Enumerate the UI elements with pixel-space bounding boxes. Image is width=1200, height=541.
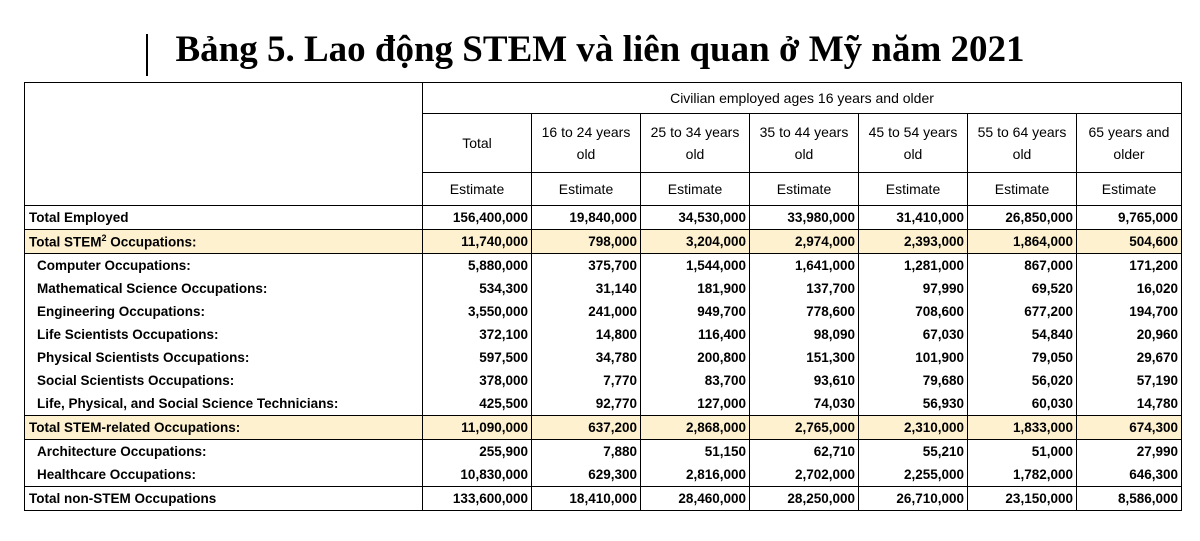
- table-cell: 7,770: [532, 369, 641, 392]
- table-cell: 54,840: [968, 323, 1077, 346]
- table-cell: 1,641,000: [750, 254, 859, 278]
- row-label-text: Total STEM-related Occupations:: [29, 420, 241, 435]
- table-cell: 16,020: [1077, 277, 1182, 300]
- row-label: [25, 440, 423, 464]
- table-cell: 1,281,000: [859, 254, 968, 278]
- column-header-line2: old: [903, 146, 923, 162]
- table-cell: 194,700: [1077, 300, 1182, 323]
- table-cell: 1,782,000: [968, 463, 1077, 487]
- table-cell: 1,864,000: [968, 230, 1077, 254]
- table-cell: 98,090: [750, 323, 859, 346]
- table-cell: 156,400,000: [423, 206, 532, 230]
- row-label: [25, 277, 423, 300]
- table-row: [25, 277, 1182, 300]
- column-group-header: Civilian employed ages 16 years and older: [423, 83, 1182, 114]
- estimate-header: Estimate: [1077, 173, 1182, 206]
- table-cell: 14,800: [532, 323, 641, 346]
- row-label: [25, 323, 423, 346]
- table-cell: 11,740,000: [423, 230, 532, 254]
- table-cell: 19,840,000: [532, 206, 641, 230]
- table-cell: 62,710: [750, 440, 859, 464]
- table-cell: 116,400: [641, 323, 750, 346]
- table-cell: 28,250,000: [750, 487, 859, 511]
- table-cell: 181,900: [641, 277, 750, 300]
- estimate-header: Estimate: [423, 173, 532, 206]
- table-cell: 534,300: [423, 277, 532, 300]
- table-cell: 14,780: [1077, 392, 1182, 416]
- column-header-line2: old: [576, 146, 596, 162]
- row-label-text: Mathematical Science Occupations:: [37, 281, 268, 296]
- column-header-line1: 25 to 34 years: [650, 124, 740, 140]
- table-cell: 11,090,000: [423, 416, 532, 440]
- table-cell: 425,500: [423, 392, 532, 416]
- table-cell: 708,600: [859, 300, 968, 323]
- table-row: [25, 416, 1182, 440]
- row-label-text: Computer Occupations:: [37, 258, 191, 273]
- column-header-line1: 65 years and: [1088, 124, 1170, 140]
- table-row: [25, 346, 1182, 369]
- column-header: [968, 114, 1077, 173]
- row-label-text: Total Employed: [29, 210, 129, 225]
- table-cell: 51,150: [641, 440, 750, 464]
- column-header-line2: older: [1113, 146, 1145, 162]
- row-label-text: Life, Physical, and Social Science Technicians:: [37, 396, 339, 411]
- table-cell: 10,830,000: [423, 463, 532, 487]
- table-cell: 20,960: [1077, 323, 1182, 346]
- column-header-line2: old: [685, 146, 705, 162]
- row-label: [25, 230, 423, 254]
- row-label: [25, 392, 423, 416]
- row-label-text: Engineering Occupations:: [37, 304, 206, 319]
- table-cell: 26,850,000: [968, 206, 1077, 230]
- table-cell: 34,780: [532, 346, 641, 369]
- table-row: [25, 487, 1182, 511]
- column-header-line1: 45 to 54 years: [868, 124, 958, 140]
- table-cell: 7,880: [532, 440, 641, 464]
- table-cell: 92,770: [532, 392, 641, 416]
- table-cell: 56,930: [859, 392, 968, 416]
- table-cell: 778,600: [750, 300, 859, 323]
- table-cell: 67,030: [859, 323, 968, 346]
- table-cell: 378,000: [423, 369, 532, 392]
- table-cell: 3,204,000: [641, 230, 750, 254]
- table-cell: 375,700: [532, 254, 641, 278]
- table-row: [25, 206, 1182, 230]
- table-cell: 677,200: [968, 300, 1077, 323]
- table-cell: 23,150,000: [968, 487, 1077, 511]
- table-cell: 28,460,000: [641, 487, 750, 511]
- row-label-text: Physical Scientists Occupations:: [37, 350, 250, 365]
- table-cell: 97,990: [859, 277, 968, 300]
- column-header-line1: 55 to 64 years: [977, 124, 1067, 140]
- table-row: [25, 369, 1182, 392]
- column-header: [423, 114, 532, 173]
- table-cell: 674,300: [1077, 416, 1182, 440]
- column-header: [641, 114, 750, 173]
- table-cell: 101,900: [859, 346, 968, 369]
- column-header-line1: Total: [462, 135, 492, 151]
- table-cell: 504,600: [1077, 230, 1182, 254]
- row-label-text: Life Scientists Occupations:: [37, 327, 219, 342]
- table-cell: 171,200: [1077, 254, 1182, 278]
- table-cell: 151,300: [750, 346, 859, 369]
- column-header: [750, 114, 859, 173]
- row-label: [25, 416, 423, 440]
- column-header-line1: 16 to 24 years: [541, 124, 631, 140]
- table-cell: 56,020: [968, 369, 1077, 392]
- table-row: [25, 300, 1182, 323]
- estimate-header: Estimate: [532, 173, 641, 206]
- table-cell: 798,000: [532, 230, 641, 254]
- stem-employment-table: [24, 82, 1182, 511]
- table-cell: 9,765,000: [1077, 206, 1182, 230]
- column-header: [859, 114, 968, 173]
- estimate-header: Estimate: [641, 173, 750, 206]
- table-cell: 29,670: [1077, 346, 1182, 369]
- column-header-line1: 35 to 44 years: [759, 124, 849, 140]
- table-cell: 2,393,000: [859, 230, 968, 254]
- table-cell: 629,300: [532, 463, 641, 487]
- table-cell: 83,700: [641, 369, 750, 392]
- table-cell: 2,765,000: [750, 416, 859, 440]
- table-cell: 55,210: [859, 440, 968, 464]
- row-label-text: Total STEM: [29, 234, 102, 250]
- table-row: [25, 392, 1182, 416]
- row-label: [25, 346, 423, 369]
- header-blank-cell: [25, 83, 423, 206]
- table-cell: 27,990: [1077, 440, 1182, 464]
- table-cell: 133,600,000: [423, 487, 532, 511]
- table-cell: 31,410,000: [859, 206, 968, 230]
- table-cell: 637,200: [532, 416, 641, 440]
- table-cell: 79,050: [968, 346, 1077, 369]
- row-label: [25, 206, 423, 230]
- table-cell: 200,800: [641, 346, 750, 369]
- table-cell: 33,980,000: [750, 206, 859, 230]
- table-cell: 5,880,000: [423, 254, 532, 278]
- table-cell: 127,000: [641, 392, 750, 416]
- row-label-suffix: Occupations:: [106, 234, 197, 250]
- table-cell: 26,710,000: [859, 487, 968, 511]
- row-label-text: Social Scientists Occupations:: [37, 373, 235, 388]
- table-row: [25, 440, 1182, 464]
- row-label: [25, 463, 423, 487]
- row-label: [25, 254, 423, 278]
- table-cell: 74,030: [750, 392, 859, 416]
- table-cell: 646,300: [1077, 463, 1182, 487]
- table-cell: 69,520: [968, 277, 1077, 300]
- table-cell: 2,868,000: [641, 416, 750, 440]
- table-cell: 2,974,000: [750, 230, 859, 254]
- table-cell: 51,000: [968, 440, 1077, 464]
- table-cell: 60,030: [968, 392, 1077, 416]
- table-row: [25, 463, 1182, 487]
- footnote-marker: 2: [101, 233, 107, 244]
- estimate-header: Estimate: [968, 173, 1077, 206]
- estimate-header: Estimate: [750, 173, 859, 206]
- table-cell: 255,900: [423, 440, 532, 464]
- table-cell: 241,000: [532, 300, 641, 323]
- table-cell: 2,255,000: [859, 463, 968, 487]
- page-title: Bảng 5. Lao động STEM và liên quan ở Mỹ năm 2021: [175, 29, 1025, 70]
- table-cell: 79,680: [859, 369, 968, 392]
- row-label-text: Healthcare Occupations:: [37, 467, 197, 482]
- row-label: [25, 300, 423, 323]
- table-cell: 31,140: [532, 277, 641, 300]
- table-row: [25, 230, 1182, 254]
- table-cell: 1,833,000: [968, 416, 1077, 440]
- table-cell: 57,190: [1077, 369, 1182, 392]
- row-label: [25, 369, 423, 392]
- table-row: [25, 254, 1182, 278]
- table-cell: 137,700: [750, 277, 859, 300]
- table-row: [25, 323, 1182, 346]
- table-cell: 2,310,000: [859, 416, 968, 440]
- table-cell: 18,410,000: [532, 487, 641, 511]
- row-label: [25, 487, 423, 511]
- table-cell: 949,700: [641, 300, 750, 323]
- column-header: [1077, 114, 1182, 173]
- table-cell: 2,702,000: [750, 463, 859, 487]
- column-header-line2: old: [794, 146, 814, 162]
- row-label-text: Total non-STEM Occupations: [29, 491, 217, 506]
- table-cell: 93,610: [750, 369, 859, 392]
- table-cell: 372,100: [423, 323, 532, 346]
- table-cell: 8,586,000: [1077, 487, 1182, 511]
- column-header: [532, 114, 641, 173]
- estimate-header: Estimate: [859, 173, 968, 206]
- table-cell: 2,816,000: [641, 463, 750, 487]
- table-cell: 1,544,000: [641, 254, 750, 278]
- column-header-line2: old: [1012, 146, 1032, 162]
- table-cell: 3,550,000: [423, 300, 532, 323]
- row-label-text: Architecture Occupations:: [37, 444, 207, 459]
- table-cell: 597,500: [423, 346, 532, 369]
- table-cell: 867,000: [968, 254, 1077, 278]
- table-cell: 34,530,000: [641, 206, 750, 230]
